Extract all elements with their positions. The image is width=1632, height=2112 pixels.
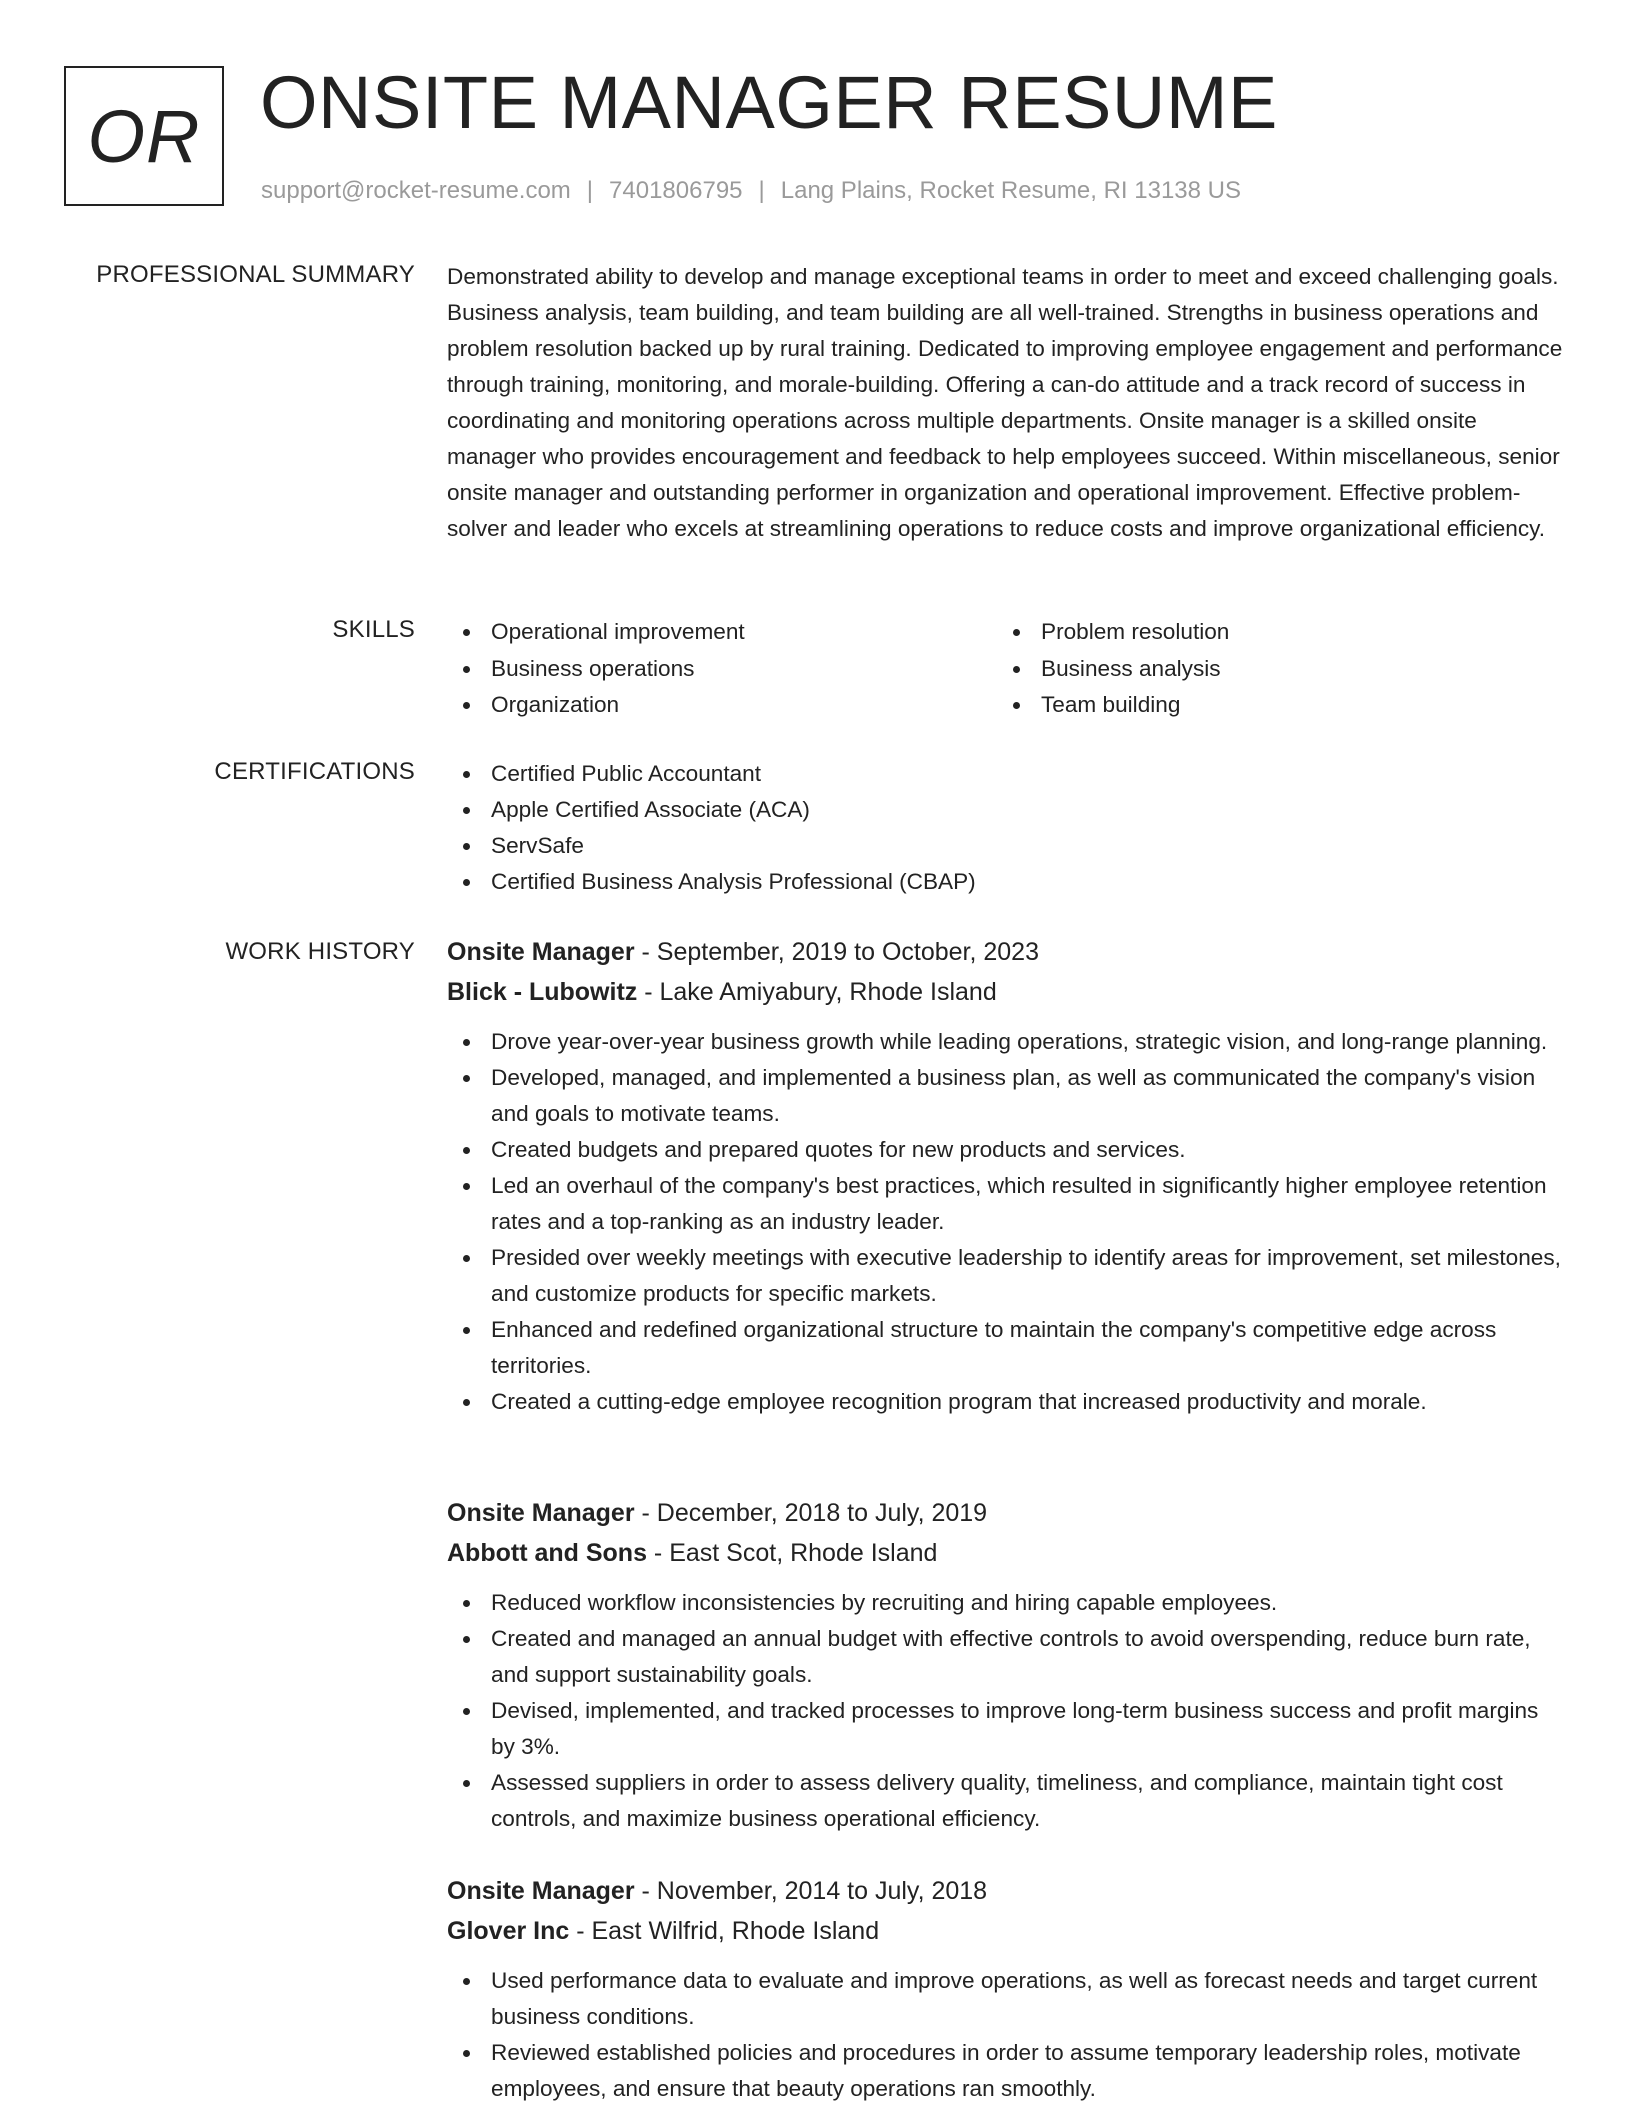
job-entry xyxy=(447,1871,1567,2107)
certification-item: Certified Public Accountant xyxy=(447,756,1567,792)
job-bullet-list xyxy=(447,1024,1567,1420)
contact-email[interactable]: support@rocket-resume.com xyxy=(261,177,571,204)
contact-separator: | xyxy=(586,177,594,204)
job-bullet: Assessed suppliers in order to assess delivery quality, timeliness, and compliance, maintain tight cost controls, and maximize business operational efficiency. xyxy=(447,1765,1567,1837)
contact-separator: | xyxy=(758,177,765,204)
job-company: Glover Inc xyxy=(447,1917,570,1945)
job-bullet: Created budgets and prepared quotes for new products and services. xyxy=(447,1132,1567,1168)
job-title: Onsite Manager xyxy=(447,938,635,966)
work-history-heading: WORK HISTORY xyxy=(225,938,415,965)
contact-line xyxy=(261,174,1241,208)
job-title: Onsite Manager xyxy=(447,1877,635,1905)
certifications-heading: CERTIFICATIONS xyxy=(214,758,415,785)
job-bullet: Reduced workflow inconsistencies by recruiting and hiring capable employees. xyxy=(447,1585,1567,1621)
monogram-logo: OR xyxy=(64,66,224,206)
job-bullet: Developed, managed, and implemented a business plan, as well as communicated the company's vision and goals to motivate teams. xyxy=(447,1060,1567,1132)
skill-item: Business operations xyxy=(447,651,997,688)
job-title-line xyxy=(447,1871,1567,1911)
job-bullet: Presided over weekly meetings with executive leadership to identify areas for improvement, set milestones, and customize products for specific markets. xyxy=(447,1240,1567,1312)
contact-address: Lang Plains, Rocket Resume, RI 13138 US xyxy=(780,177,1241,204)
job-bullet: Led an overhaul of the company's best practices, which resulted in significantly higher employee retention rates and a top-ranking as an industry leader. xyxy=(447,1168,1567,1240)
job-entry xyxy=(447,1493,1567,1837)
job-dates: - November, 2014 to July, 2018 xyxy=(634,1877,988,1905)
job-bullet: Reviewed established policies and procedures in order to assume temporary leadership roles, motivate employees, and ensure that beauty operations ran smoothly. xyxy=(447,2035,1567,2107)
job-company-line xyxy=(447,972,1567,1012)
job-dates: - December, 2018 to July, 2019 xyxy=(634,1499,988,1527)
skills-heading: SKILLS xyxy=(332,616,415,643)
skills-section xyxy=(447,614,1567,724)
skill-item: Organization xyxy=(447,687,997,724)
job-company: Abbott and Sons xyxy=(447,1539,647,1567)
job-company-line xyxy=(447,1911,1567,1951)
summary-heading: PROFESSIONAL SUMMARY xyxy=(96,261,415,288)
job-entry xyxy=(447,932,1567,1420)
summary-text: Demonstrated ability to develop and manage exceptional teams in order to meet and exceed challenging goals. Business analysis, team building, and team building are all well-trained. Strengths in business operations and problem resolution backed up by rural training. Dedicated to improving employee engagement and performance through training, monitoring, and morale-building. Offering a can-do attitude and a track record of success in coordinating and monitoring operations across multiple departments. Onsite manager is a skilled onsite manager who provides encouragement and feedback to help employees succeed. Within miscellaneous, senior onsite manager and outstanding performer in organization and operational improvement. Effective problem-solver and leader who excels at streamlining operations to reduce costs and improve organizational efficiency. xyxy=(447,264,1563,541)
job-company: Blick - Lubowitz xyxy=(447,978,638,1006)
skills-list xyxy=(447,614,1567,724)
job-bullet: Created a cutting-edge employee recognition program that increased productivity and morale. xyxy=(447,1384,1567,1420)
certification-item: Apple Certified Associate (ACA) xyxy=(447,792,1567,828)
skill-item: Operational improvement xyxy=(447,614,997,651)
job-bullet-list xyxy=(447,1963,1567,2107)
job-title-line xyxy=(447,932,1567,972)
certifications-list xyxy=(447,756,1567,900)
certification-item: Certified Business Analysis Professional (CBAP) xyxy=(447,864,1567,900)
job-location: - East Wilfrid, Rhode Island xyxy=(569,1917,880,1945)
certification-item: ServSafe xyxy=(447,828,1567,864)
job-bullet: Enhanced and redefined organizational structure to maintain the company's competitive edge across territories. xyxy=(447,1312,1567,1384)
job-bullet: Devised, implemented, and tracked processes to improve long-term business success and profit margins by 3%. xyxy=(447,1693,1567,1765)
job-bullet: Drove year-over-year business growth while leading operations, strategic vision, and long-range planning. xyxy=(447,1024,1567,1060)
job-title: Onsite Manager xyxy=(447,1499,635,1527)
skill-item: Problem resolution xyxy=(997,614,1547,651)
summary-section xyxy=(447,259,1567,547)
contact-phone[interactable]: 7401806795 xyxy=(609,177,743,204)
job-bullet: Created and managed an annual budget with effective controls to avoid overspending, reduce burn rate, and support sustainability goals. xyxy=(447,1621,1567,1693)
job-bullet-list xyxy=(447,1585,1567,1837)
job-company-line xyxy=(447,1533,1567,1573)
certifications-section xyxy=(447,756,1567,900)
skill-item: Business analysis xyxy=(997,651,1547,688)
job-location: - Lake Amiyabury, Rhode Island xyxy=(637,978,997,1006)
job-title-line xyxy=(447,1493,1567,1533)
page-title: ONSITE MANAGER RESUME xyxy=(260,61,1278,144)
job-bullet: Used performance data to evaluate and improve operations, as well as forecast needs and target current business conditions. xyxy=(447,1963,1567,2035)
job-dates: - September, 2019 to October, 2023 xyxy=(634,938,1039,966)
job-location: - East Scot, Rhode Island xyxy=(646,1539,938,1567)
skill-item: Team building xyxy=(997,687,1547,724)
